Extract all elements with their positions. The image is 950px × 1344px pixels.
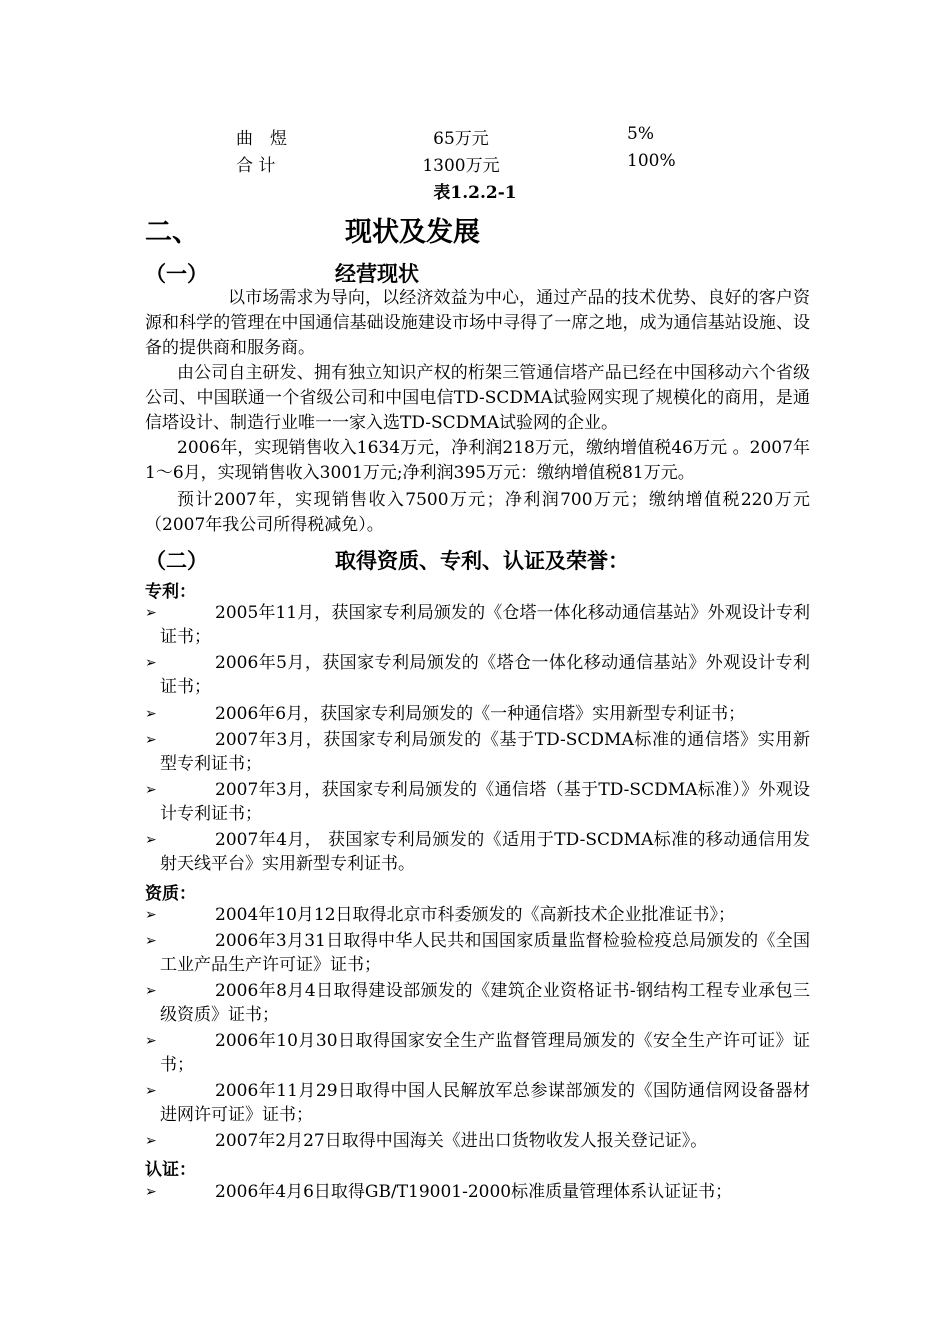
patents-label: 专利： xyxy=(145,582,196,602)
table-cell-amount: 1300万元 xyxy=(422,156,500,176)
paragraph: 预计2007年，实现销售收入7500万元；净利润700万元；缴纳增值税220万元（2007年我公司所得税减免）。 xyxy=(145,490,810,535)
subsection-number: （二） xyxy=(145,548,208,573)
table-cell-amount: 65万元 xyxy=(433,129,489,149)
list-item-text: 2007年4月， 获国家专利局颁发的《适用于TD-SCDMA标准的移动通信用发射天线平台》实用新型专利证书。 xyxy=(160,830,810,874)
paragraph: 2006年，实现销售收入1634万元，净利润218万元，缴纳增值税46万元 。2007年1～6月，实现销售收入3001万元;净利润395万元：缴纳增值税81万元。 xyxy=(145,438,810,483)
list-item-text: 2006年4月6日取得GB/T19001-2000标准质量管理体系认证证书； xyxy=(215,1182,733,1202)
list-item xyxy=(145,728,810,776)
list-item-text: 2006年10月30日取得国家安全生产监督管理局颁发的《安全生产许可证》证书； xyxy=(160,1031,810,1075)
list-item xyxy=(145,601,810,649)
list-item xyxy=(145,702,810,726)
list-item-text: 2006年11月29日取得中国人民解放军总参谋部颁发的《国防通信网设备器材进网许可证》证书； xyxy=(160,1081,810,1125)
table-row xyxy=(0,124,950,148)
list-item xyxy=(145,1029,810,1077)
section-heading xyxy=(145,210,480,249)
list-item-text: 2006年5月，获国家专利局颁发的《塔仓一体化移动通信基站》外观设计专利证书； xyxy=(160,653,810,697)
arrow-bullet-icon: ➢ xyxy=(145,605,157,621)
certifications-label: 认证： xyxy=(145,1160,196,1180)
list-item xyxy=(145,1180,810,1204)
arrow-bullet-icon: ➢ xyxy=(145,782,157,798)
list-item xyxy=(145,778,810,826)
arrow-bullet-icon: ➢ xyxy=(145,1184,157,1200)
table-cell-name: 曲 煜 xyxy=(236,129,287,149)
section-title: 现状及发展 xyxy=(345,217,480,248)
table-row xyxy=(0,151,950,175)
arrow-bullet-icon: ➢ xyxy=(145,933,157,949)
list-item xyxy=(145,1079,810,1127)
arrow-bullet-icon: ➢ xyxy=(145,706,157,722)
arrow-bullet-icon: ➢ xyxy=(145,1133,157,1149)
paragraph: 由公司自主研发、拥有独立知识产权的桁架三管通信塔产品已经在中国移动六个省级公司、中国联通一个省级公司和中国电信TD-SCDMA试验网实现了规模化的商用，是通信塔设计、制造行业唯一一家入选TD-SCDMA试验网的企业。 xyxy=(145,363,810,433)
table-cell-share: 100% xyxy=(627,151,676,171)
list-item-text: 2005年11月，获国家专利局颁发的《仓塔一体化移动通信基站》外观设计专利证书； xyxy=(160,603,810,647)
list-item xyxy=(145,651,810,699)
list-item-text: 2007年3月，获国家专利局颁发的《基于TD-SCDMA标准的通信塔》实用新型专利证书； xyxy=(160,730,810,774)
arrow-bullet-icon: ➢ xyxy=(145,1083,157,1099)
table-cell-name: 合 计 xyxy=(236,156,276,176)
subsection-number: （一） xyxy=(145,261,208,286)
list-item-text: 2006年3月31日取得中华人民共和国国家质量监督检验检疫总局颁发的《全国工业产品生产许可证》证书； xyxy=(160,931,810,975)
subsection-heading xyxy=(145,258,419,288)
subsection-title: 取得资质、专利、认证及荣誉： xyxy=(335,548,629,573)
subsection-title: 经营现状 xyxy=(335,261,419,286)
section-number: 二、 xyxy=(145,217,199,248)
list-item-text: 2006年6月，获国家专利局颁发的《一种通信塔》实用新型专利证书； xyxy=(215,704,746,724)
table-cell-share: 5% xyxy=(627,124,654,144)
list-item xyxy=(145,903,810,927)
list-item-text: 2007年3月，获国家专利局颁发的《通信塔（基于TD-SCDMA标准）》外观设计专利证书； xyxy=(160,780,810,824)
arrow-bullet-icon: ➢ xyxy=(145,655,157,671)
qualifications-label: 资质： xyxy=(145,884,196,904)
arrow-bullet-icon: ➢ xyxy=(145,907,157,923)
arrow-bullet-icon: ➢ xyxy=(145,732,157,748)
list-item xyxy=(145,979,810,1027)
list-item xyxy=(145,929,810,977)
list-item-text: 2004年10月12日取得北京市科委颁发的《高新技术企业批准证书》； xyxy=(215,905,736,925)
arrow-bullet-icon: ➢ xyxy=(145,1033,157,1049)
paragraph: 以市场需求为导向，以经济效益为中心，通过产品的技术优势、良好的客户资源和科学的管理在中国通信基础设施建设市场中寻得了一席之地，成为通信基站设施、设备的提供商和服务商。 xyxy=(145,288,810,358)
list-item xyxy=(145,1129,810,1153)
arrow-bullet-icon: ➢ xyxy=(145,832,157,848)
list-item-text: 2006年8月4日取得建设部颁发的《建筑企业资格证书-钢结构工程专业承包三级资质》证书； xyxy=(160,981,810,1025)
subsection-heading xyxy=(145,545,629,575)
table-caption: 表1.2.2-1 xyxy=(433,183,517,203)
arrow-bullet-icon: ➢ xyxy=(145,983,157,999)
list-item xyxy=(145,828,810,876)
list-item-text: 2007年2月27日取得中国海关《进出口货物收发人报关登记证》。 xyxy=(215,1131,708,1151)
